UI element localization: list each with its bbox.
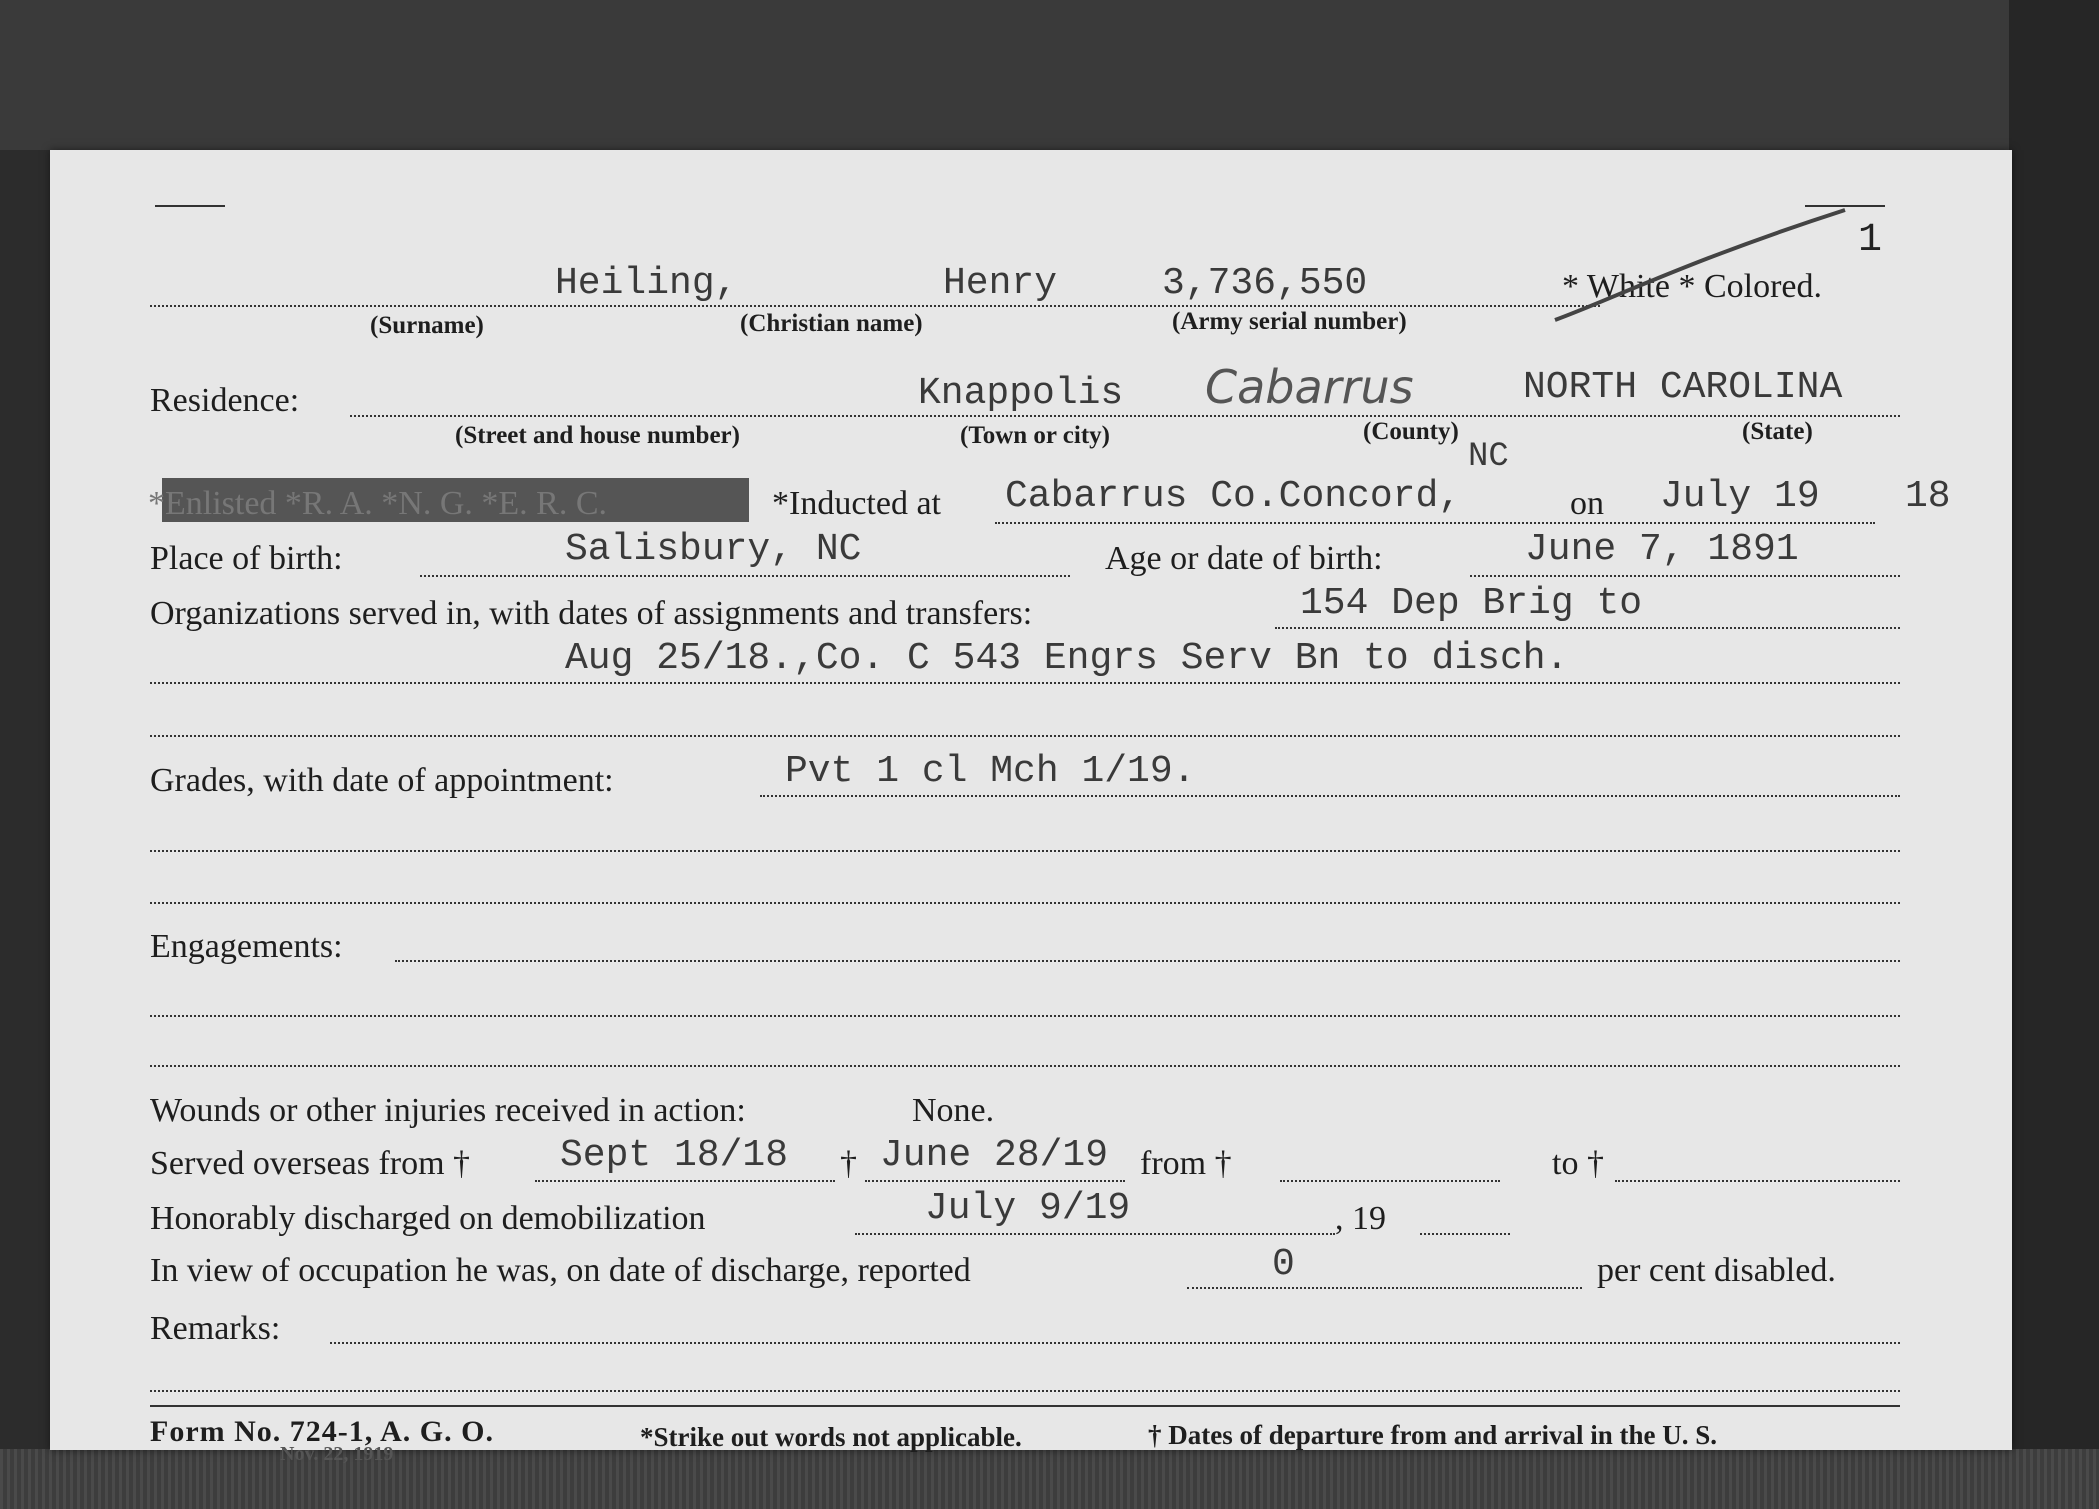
form-date: Nov. 22, 1919 [280,1443,394,1465]
organizations-value-1: 154 Dep Brig to [1300,582,1643,625]
background-right [2009,0,2099,1509]
county-caption: (County) [1363,418,1459,445]
overseas-line-3 [1280,1180,1500,1182]
residence-county: Cabarrus [1205,360,1414,414]
grades-line-3 [150,902,1900,904]
inducted-on-label: on [1570,485,1604,522]
card-number: 1 [1858,218,1883,263]
name-line [150,305,1600,307]
disability-label: In view of occupation he was, on date of discharge, reported [150,1252,971,1289]
state-caption: (State) [1742,418,1813,445]
engagements-line-3 [150,1065,1900,1067]
overseas-dagger: † [840,1145,857,1182]
strike-note: *Strike out words not applicable. [640,1422,1022,1452]
organizations-label: Organizations served in, with dates of assignments and transfers: [150,595,1033,632]
birthplace-label: Place of birth: [150,540,343,577]
grades-value: Pvt 1 cl Mch 1/19. [785,750,1196,793]
birthdate-label: Age or date of birth: [1105,540,1383,577]
residence-line [350,415,1900,417]
discharge-year-line [1420,1233,1510,1235]
engagements-line-2 [150,1015,1900,1017]
overseas-line-2 [865,1180,1125,1182]
grades-label: Grades, with date of appointment: [150,762,614,799]
organizations-value-2: Aug 25/18.,Co. C 543 Engrs Serv Bn to disch. [565,637,1569,680]
birthplace-line [420,575,1070,577]
serial-number-caption: (Army serial number) [1172,308,1407,335]
inducted-place: Cabarrus Co.Concord, [1005,475,1462,518]
overseas-to: June 28/19 [880,1134,1109,1177]
remarks-line-1 [330,1342,1900,1344]
birthdate-line [1470,575,1900,577]
remarks-line-2 [150,1390,1900,1392]
surname-caption: (Surname) [370,312,484,339]
organizations-line-3 [150,735,1900,737]
street-caption: (Street and house number) [455,422,740,449]
enlisted-struck-text: *Enlisted *R. A. *N. G. *E. R. C. [148,485,608,522]
grades-line-2 [150,850,1900,852]
disability-value: 0 [1272,1243,1295,1286]
overseas-line-4 [1615,1180,1900,1182]
service-record-card [50,150,2012,1465]
inducted-nc-note: NC [1468,438,1509,476]
inducted-label: *Inducted at [772,485,941,522]
town-caption: (Town or city) [960,422,1110,449]
race-options: * White * Colored. [1562,268,1822,305]
organizations-line-1 [1275,627,1900,629]
overseas-label: Served overseas from † [150,1145,471,1182]
disability-suffix: per cent disabled. [1597,1252,1836,1289]
form-number: Form No. 724-1, A. G. O. [150,1415,494,1448]
engagements-line-1 [395,960,1900,962]
dates-note: † Dates of departure from and arrival in the U. S. [1148,1420,1717,1450]
wounds-label: Wounds or other injuries received in action: [150,1092,746,1129]
serial-number-value: 3,736,550 [1162,262,1368,305]
discharge-label: Honorably discharged on demobilization [150,1200,706,1237]
discharge-year-label: , 19 [1335,1200,1386,1237]
engagements-label: Engagements: [150,928,343,965]
overseas-from: Sept 18/18 [560,1134,789,1177]
race-strike-mark [1550,200,1850,330]
discharge-date: July 9/19 [925,1187,1131,1230]
birthdate-value: June 7, 1891 [1525,528,1799,571]
wounds-value: None. [912,1092,995,1129]
background-top [0,0,2099,150]
birthplace-value: Salisbury, NC [565,528,862,571]
overseas-line-1 [535,1180,835,1182]
inducted-line [995,522,1875,524]
surname-value: Heiling, [555,262,738,305]
residence-label: Residence: [150,382,300,419]
residence-town: Knappolis [918,372,1124,415]
corner-rule [155,205,225,207]
inducted-date: July 19 [1660,475,1820,518]
disability-line [1187,1287,1582,1289]
discharge-line [855,1233,1335,1235]
organizations-line-2 [150,682,1900,684]
overseas-from2-label: from † [1140,1145,1232,1182]
remarks-label: Remarks: [150,1310,281,1347]
grades-line [760,795,1900,797]
overseas-to2-label: to † [1552,1145,1604,1182]
residence-state: NORTH CAROLINA [1523,366,1843,409]
christian-name-value: Henry [943,262,1058,305]
inducted-year: 18 [1905,475,1951,518]
christian-name-caption: (Christian name) [740,310,923,337]
footer-rule [150,1405,1900,1407]
